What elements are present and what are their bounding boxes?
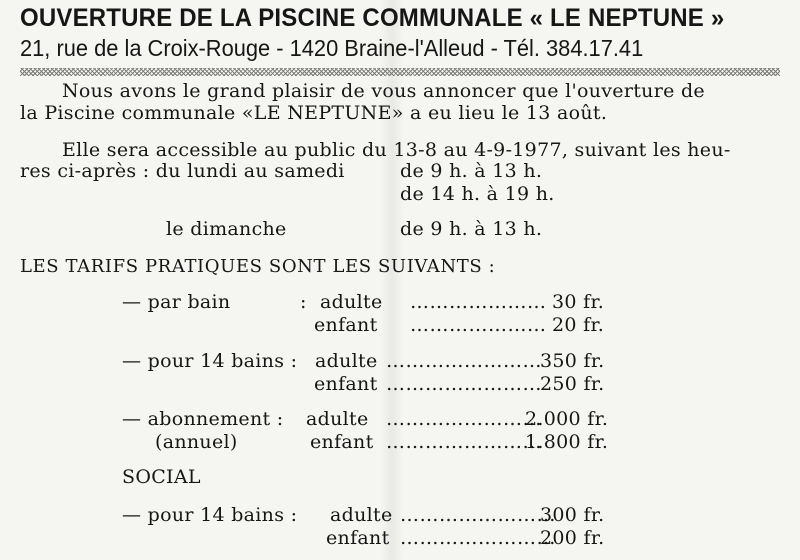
tarif-price: 350 fr.: [540, 350, 605, 372]
tarif-label: — par bain: [122, 291, 231, 313]
schedule-sunday-label: le dimanche: [166, 218, 287, 240]
intro-line-1: Nous avons le grand plaisir de vous annoncer que l'ouverture de: [62, 80, 705, 102]
intro-line-2: la Piscine communale «LE NEPTUNE» a eu lieu le 13 août.: [20, 102, 608, 124]
tarif-leader-dots: ……………………: [386, 408, 542, 430]
tarif-category: enfant: [314, 314, 378, 336]
tarif-price: 2.000 fr.: [525, 408, 609, 430]
schedule-weekday-hours-1: de 9 h. à 13 h.: [400, 160, 543, 182]
tarif-leader-dots: ……………………: [386, 431, 542, 453]
tarif-label: — pour 14 bains :: [122, 350, 298, 372]
tarif-category: adulte: [320, 291, 383, 313]
tarif-label: (annuel): [155, 431, 238, 453]
tarif-category: enfant: [310, 431, 374, 453]
social-tarif-category: adulte: [330, 504, 393, 526]
tarifs-heading: LES TARIFS PRATIQUES SONT LES SUIVANTS :: [20, 256, 496, 277]
tarif-leader-dots: ……………………: [386, 350, 542, 372]
tarif-price: 30 fr.: [552, 291, 605, 313]
tarif-separator: :: [300, 291, 307, 313]
social-tarif-price: 200 fr.: [540, 527, 605, 549]
tarif-category: adulte: [306, 408, 369, 430]
social-heading: SOCIAL: [122, 466, 201, 488]
notice-address: 21, rue de la Croix-Rouge - 1420 Braine-l'Alleud - Tél. 384.17.41: [20, 35, 644, 61]
social-tarif-category: enfant: [326, 527, 390, 549]
hatched-divider: [20, 68, 780, 76]
social-tarif-price: 300 fr.: [540, 504, 605, 526]
tarif-label: — abonnement :: [122, 408, 284, 430]
schedule-line-1: Elle sera accessible au public du 13-8 au 4-9-1977, suivant les heu-: [62, 139, 731, 161]
social-tarif-leader-dots: ……………………: [400, 527, 556, 549]
tarif-category: adulte: [315, 350, 378, 372]
schedule-weekday-hours-2: de 14 h. à 19 h.: [400, 183, 555, 205]
tarif-leader-dots: …………………: [410, 314, 547, 336]
schedule-weekday-label: res ci-après : du lundi au samedi: [20, 160, 345, 182]
tarif-leader-dots: …………………: [410, 291, 547, 313]
tarif-price: 20 fr.: [552, 314, 605, 336]
schedule-sunday-hours: de 9 h. à 13 h.: [400, 218, 543, 240]
tarif-price: 1.800 fr.: [525, 431, 609, 453]
notice-title: OUVERTURE DE LA PISCINE COMMUNALE « LE NEPTUNE »: [20, 4, 725, 32]
tarif-category: enfant: [314, 373, 378, 395]
tarif-leader-dots: ……………………: [386, 373, 542, 395]
social-tarif-label: — pour 14 bains :: [122, 504, 298, 526]
social-tarif-leader-dots: ……………………: [400, 504, 556, 526]
tarif-price: 250 fr.: [540, 373, 605, 395]
